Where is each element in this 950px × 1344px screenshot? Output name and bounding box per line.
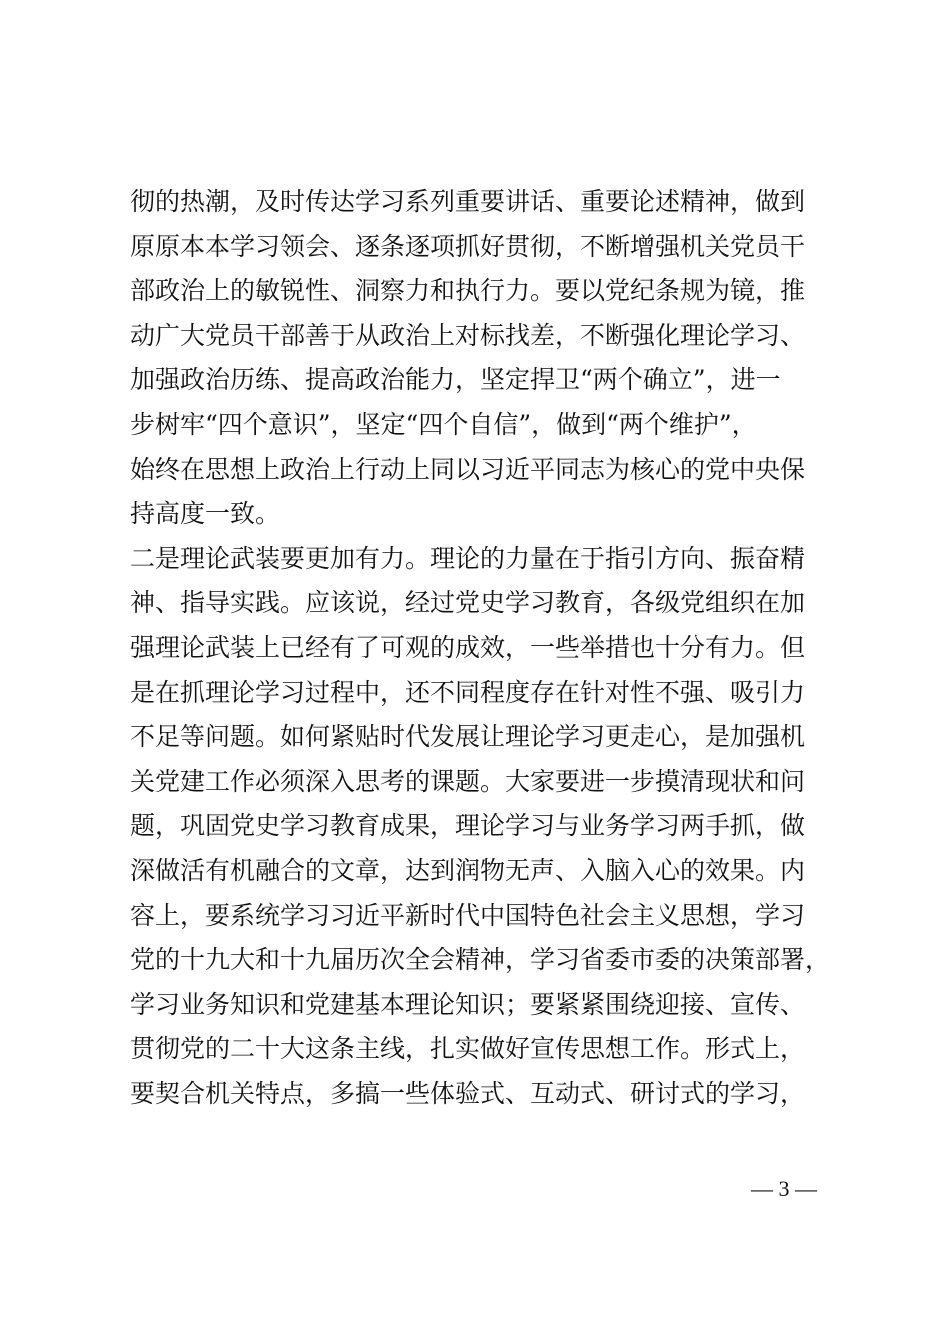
body-text (130, 180, 840, 1116)
text-line: 容上，要系统学习习近平新时代中国特色社会主义思想，学习 (130, 900, 806, 930)
text-line: 彻的热潮，及时传达学习系列重要讲话、重要论述精神，做到 (130, 187, 806, 216)
text-line: 关党建工作必须深入思考的课题。大家要进一步摸清现状和问 (130, 766, 806, 796)
text-line: 学习业务知识和党建基本理论知识；要紧紧围绕迎接、宣传、 (130, 989, 806, 1019)
text-line: 强理论武装上已经有了可观的成效，一些举措也十分有力。但 (130, 632, 806, 662)
text-line: 不足等问题。如何紧贴时代发展让理论学习更走心，是加强机 (130, 722, 806, 752)
text-line: 始终在思想上政治上行动上同以习近平同志为核心的党中央保 (130, 454, 806, 484)
text-line: 神、指导实践。应该说，经过党史学习教育，各级党组织在加 (130, 588, 806, 618)
text-line: 是在抓理论学习过程中，还不同程度存在针对性不强、吸引力 (130, 677, 806, 707)
text-line: 原原本本学习领会、逐条逐项抓好贯彻，不断增强机关党员干 (130, 231, 806, 261)
text-line: 要契合机关特点，多搞一些体验式、互动式、研讨式的学习， (130, 1078, 806, 1108)
text-line: 部政治上的敏锐性、洞察力和执行力。要以党纪条规为镜，推 (130, 276, 806, 306)
text-line: 步树牢“四个意识”，坚定“四个自信”，做到“两个维护”， (130, 409, 757, 439)
text-line: 党的十九大和十九届历次全会精神，学习省委市委的决策部署， (130, 945, 831, 975)
text-line: 加强政治历练、提高政治能力，坚定捍卫“两个确立”，进一 (130, 365, 781, 395)
text-line: 贯彻党的二十大这条主线，扎实做好宣传思想工作。形式上， (130, 1034, 806, 1064)
text-line: 持高度一致。 (130, 499, 281, 529)
text-line: 动广大党员干部善于从政治上对标找差，不断强化理论学习、 (130, 320, 806, 350)
page-number: — 3 — (751, 1176, 817, 1201)
text-line: 题，巩固党史学习教育成果，理论学习与业务学习两手抓，做 (130, 811, 806, 841)
text-line: 深做活有机融合的文章，达到润物无声、入脑入心的效果。内 (130, 855, 806, 885)
text-line: 二是理论武装要更加有力。理论的力量在于指引方向、振奋精 (130, 543, 806, 573)
